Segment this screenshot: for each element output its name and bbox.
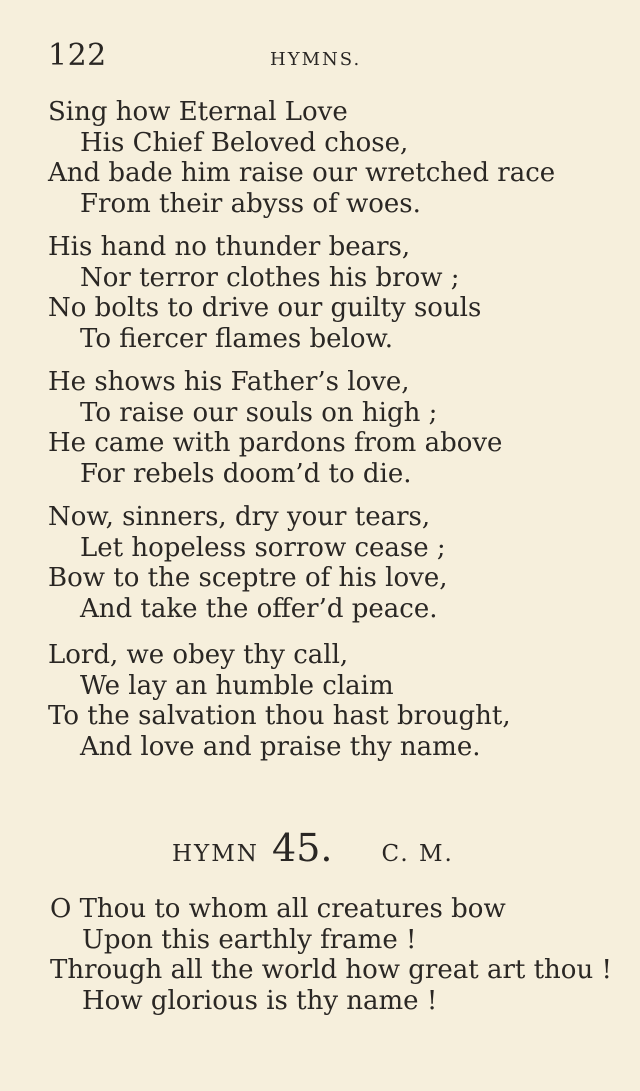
hymn-heading — [172, 826, 492, 876]
hymn-45-stanza-1 — [50, 894, 620, 1016]
verse-line: To raise our souls on high ; — [80, 397, 438, 428]
running-head: HYMNS. — [270, 49, 362, 70]
verse-line: And love and praise thy name. — [80, 731, 481, 762]
verse-line: Sing how Eternal Love — [48, 97, 348, 127]
stanza-4 — [48, 502, 608, 624]
verse-line: How glorious is thy name ! — [82, 985, 438, 1016]
verse-line: We lay an humble claim — [80, 670, 394, 701]
verse-line: Through all the world how great art thou ! — [50, 955, 612, 985]
page-header — [48, 38, 388, 78]
verse-line: To the salvation thou hast brought, — [48, 701, 511, 731]
verse-line: For rebels doom’d to die. — [80, 458, 412, 489]
hymn-number: 45. — [272, 826, 333, 870]
stanza-3 — [48, 367, 608, 489]
verse-line: Let hopeless sorrow cease ; — [80, 532, 446, 563]
verse-line: His hand no thunder bears, — [48, 232, 411, 262]
verse-line: And take the offer’d peace. — [80, 593, 438, 624]
stanza-2 — [48, 232, 608, 354]
verse-line: His Chief Beloved chose, — [80, 127, 409, 158]
verse-line: Lord, we obey thy call, — [48, 640, 349, 670]
hymn-meter: C. M. — [381, 841, 454, 867]
verse-line: Now, sinners, dry your tears, — [48, 502, 431, 532]
verse-line: Nor terror clothes his brow ; — [80, 262, 460, 293]
verse-line: No bolts to drive our guilty souls — [48, 293, 482, 323]
page-number: 122 — [48, 38, 107, 73]
hymn-label: HYMN — [172, 841, 259, 867]
verse-line: He came with pardons from above — [48, 428, 503, 458]
stanza-5 — [48, 640, 608, 762]
verse-line: To fiercer flames below. — [80, 323, 393, 354]
verse-line: He shows his Father’s love, — [48, 367, 410, 397]
verse-line: From their abyss of woes. — [80, 188, 421, 219]
verse-line: And bade him raise our wretched race — [48, 158, 556, 188]
stanza-1 — [48, 97, 608, 219]
verse-line: Bow to the sceptre of his love, — [48, 563, 448, 593]
verse-line: Upon this earthly frame ! — [82, 924, 417, 955]
verse-line: O Thou to whom all creatures bow — [50, 894, 506, 924]
